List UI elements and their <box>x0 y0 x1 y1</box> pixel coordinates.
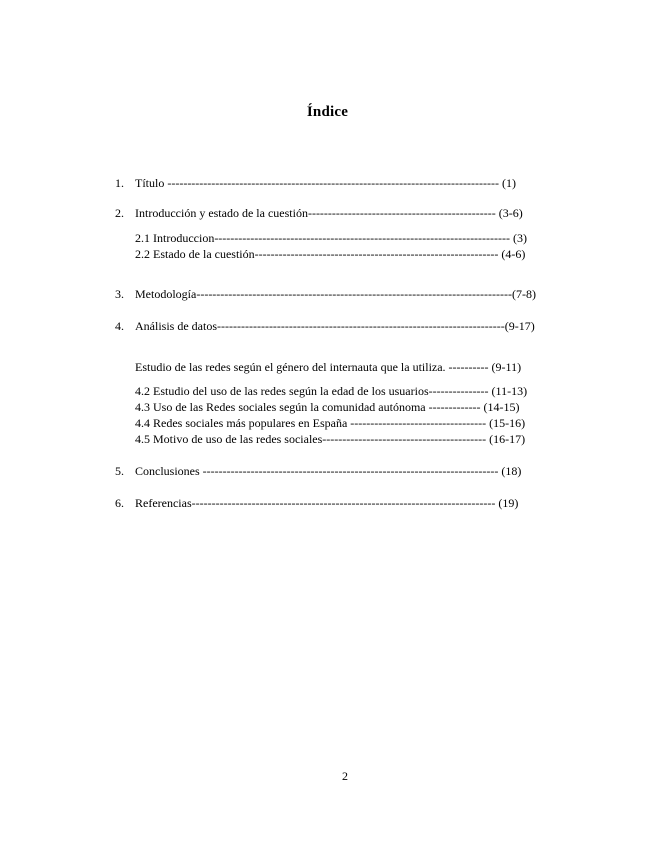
toc-entry-number: 2. <box>115 206 124 220</box>
toc-entry-number: 3. <box>115 287 124 301</box>
toc-entry-text: Referencias---------------------------------------------------------------------------- (19) <box>135 496 519 510</box>
toc-entry-number: 1. <box>115 176 124 190</box>
toc-entry-text: 4.3 Uso de las Redes sociales según la comunidad autónoma ------------- (14-15) <box>135 400 520 414</box>
toc-entry-text: Título ----------------------------------------------------------------------------------- (1) <box>135 176 516 190</box>
toc-entry-text: 2.1 Introduccion-------------------------------------------------------------------------- (3) <box>135 231 528 245</box>
toc-entry-text: Análisis de datos------------------------------------------------------------------------(9-17) <box>135 319 535 333</box>
page-number: 2 <box>342 769 348 783</box>
toc-entry-text: Introducción y estado de la cuestión----------------------------------------------- (3-6) <box>135 206 523 220</box>
toc-entry-number: 6. <box>115 496 124 510</box>
toc-entry-text: Conclusiones -------------------------------------------------------------------------- (18) <box>135 464 522 478</box>
index-heading: Índice <box>306 104 349 120</box>
toc-entry-number: 4. <box>115 319 124 333</box>
toc-entry-text: 4.4 Redes sociales más populares en España ---------------------------------- (15-16) <box>135 416 526 430</box>
toc-entry-text: 4.2 Estudio del uso de las redes según la edad de los usuarios--------------- (11-13) <box>135 384 528 398</box>
toc-entry-text: 2.2 Estado de la cuestión------------------------------------------------------------- (4-6) <box>135 247 526 261</box>
toc-entry-text: Metodología-------------------------------------------------------------------------------(7-8) <box>135 287 537 301</box>
toc-entry-text: 4.5 Motivo de uso de las redes sociales----------------------------------------- (16-17) <box>135 432 526 446</box>
toc-entry-text: Estudio de las redes según el género del internauta que la utiliza. ---------- (9-11) <box>135 360 522 374</box>
toc-entry-number: 5. <box>115 464 124 478</box>
